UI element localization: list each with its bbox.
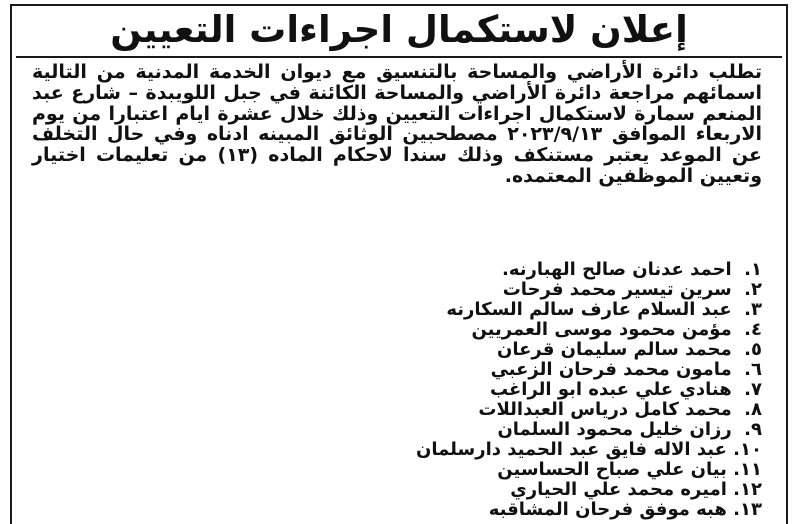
list-number: ٩. bbox=[744, 419, 762, 440]
list-name: محمد سالم سليمان قرعان bbox=[497, 339, 732, 360]
list-name: هبه موفق فرحان المشاقبه bbox=[488, 499, 727, 520]
list-name: احمد عدنان صالح الهبارنه. bbox=[502, 259, 732, 280]
list-name: مامون محمد فرحان الزعبي bbox=[490, 359, 732, 380]
names-list bbox=[12, 260, 786, 520]
list-item bbox=[12, 460, 762, 480]
list-name: مؤمن محمود موسى العمريين bbox=[471, 319, 732, 340]
list-number: ٥. bbox=[744, 339, 762, 360]
body-line: الخدمة المدنية من التالية اسمائهم مراجعة دائرة bbox=[32, 61, 762, 104]
body-line: حال التخلف عن الموعد يعتبر مستنكف وذلك bbox=[32, 123, 762, 167]
list-item bbox=[12, 400, 762, 420]
list-item bbox=[12, 260, 762, 280]
list-number: ١٣. bbox=[733, 499, 762, 520]
list-name: بيان علي صباح الحساسين bbox=[497, 459, 727, 480]
list-item bbox=[12, 440, 762, 460]
list-item bbox=[12, 480, 762, 500]
notice-title: إعلان لاستكمال اجراءات التعيين bbox=[110, 8, 688, 51]
list-number: ١٠. bbox=[733, 439, 762, 460]
list-number: ٤. bbox=[744, 319, 762, 340]
body-line: ٢٠٢٣/٩/١٣ مصطحبين الوثائق المبينه ادناه وفي bbox=[153, 123, 603, 146]
body-line: سندا لاحكام الماده (١٣) من تعليمات اختيار وتعيين bbox=[32, 144, 762, 187]
list-item bbox=[12, 380, 762, 400]
list-number: ٧. bbox=[744, 379, 762, 400]
list-number: ٦. bbox=[744, 359, 762, 380]
list-name: محمد كامل درياس العبداللات bbox=[478, 399, 732, 420]
body-line: الأراضي والمساحة الكائنة في جبل اللويبدة – شارع bbox=[71, 81, 548, 104]
list-item bbox=[12, 420, 762, 440]
notice-body bbox=[12, 58, 786, 250]
list-item bbox=[12, 320, 762, 340]
list-number: ١. bbox=[744, 259, 762, 280]
list-number: ١١. bbox=[733, 459, 762, 480]
list-item bbox=[12, 280, 762, 300]
list-number: ٨. bbox=[744, 399, 762, 420]
list-name: رزان خليل محمود السلمان bbox=[497, 419, 732, 440]
notice-box bbox=[10, 4, 788, 524]
list-number: ٢. bbox=[744, 279, 762, 300]
body-line: الموظفين المعتمده. bbox=[504, 164, 694, 187]
list-number: ٣. bbox=[744, 299, 762, 320]
list-name: سرين تيسير محمد فرحات bbox=[502, 279, 732, 300]
body-line: خلال عشرة ايام اعتبارا من يوم الاربعاء الموافق bbox=[32, 102, 763, 146]
list-name: اميره محمد علي الحياري bbox=[510, 479, 727, 500]
list-item bbox=[12, 340, 762, 360]
list-name: هنادي علي عبده ابو الراغب bbox=[489, 379, 732, 400]
list-name: عبد الاله فايق عبد الحميد دارسلمان bbox=[415, 439, 727, 460]
list-number: ١٢. bbox=[733, 479, 762, 500]
body-line: تطلب دائرة الأراضي والمساحة بالتنسيق مع ديوان bbox=[280, 61, 763, 83]
list-item bbox=[12, 300, 762, 320]
list-name: عبد السلام عارف سالم السكارنه bbox=[446, 299, 732, 320]
list-item bbox=[12, 500, 762, 520]
list-item bbox=[12, 360, 762, 380]
body-line: عبد المنعم سمارة لاستكمال اجراءات التعيين وذلك bbox=[32, 81, 763, 125]
